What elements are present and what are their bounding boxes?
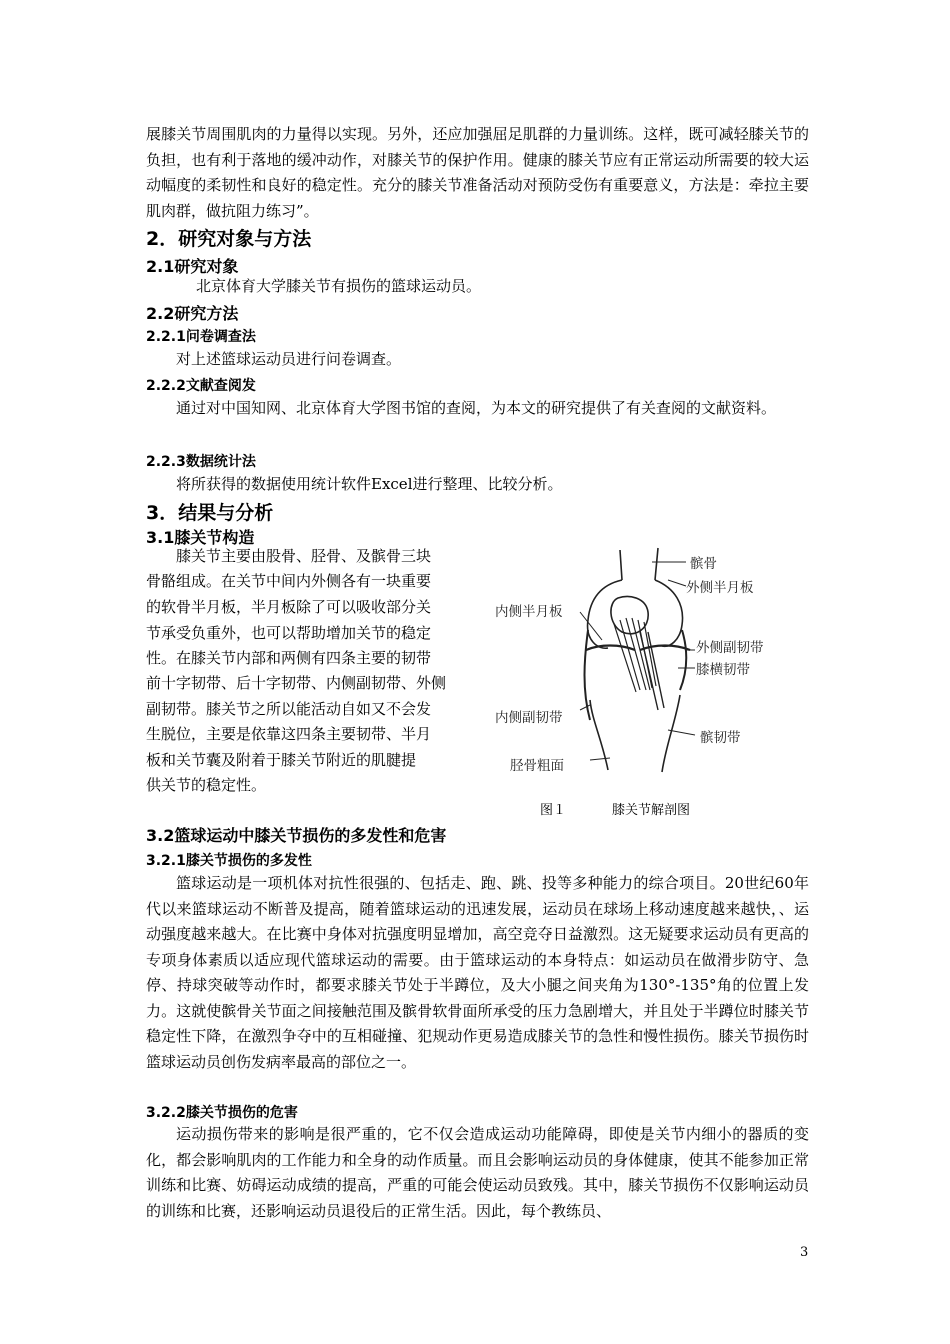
- section-2-1-text: 北京体育大学膝关节有损伤的篮球运动员。: [196, 277, 482, 295]
- label-lateral-meniscus: 外侧半月板: [686, 580, 754, 596]
- figure-caption-text: 膝关节解剖图: [612, 803, 691, 818]
- text-line: 的软骨半月板，半月板除了可以吸收部分关: [146, 598, 432, 616]
- label-medial-meniscus: 内侧半月板: [495, 604, 563, 620]
- section-2-2-1-text: 对上述篮球运动员进行问卷调查。: [176, 350, 402, 368]
- section-3-1-heading: 3.1膝关节构造: [146, 528, 255, 547]
- page-number: 3: [800, 1245, 809, 1260]
- section-2-2-2-heading: 2.2.2文献查阅发: [146, 378, 256, 394]
- label-transverse-ligament: 膝横韧带: [696, 662, 750, 678]
- section-3-2-2-text: 运动损伤带来的影响是很严重的，它不仅会造成运动功能障碍，即使是关节内细小的器质的变化，都会影响肌肉的工作能力和全身的动作质量。而且会影响运动员的身体健康，使其不能参加正常训练和比赛、妨碍运动成绩的提高，严重的可能会使运动员致残。其中，膝关节损伤不仅影响运动员的训练和比赛，还影响运动员退役后的正常生活。因此，每个教练员、: [146, 1125, 809, 1220]
- label-medial-collateral: 内侧副韧带: [495, 710, 563, 726]
- text-line: 前十字韧带、后十字韧带、内侧副韧带、外侧: [146, 674, 447, 692]
- section-2-2-heading: 2.2研究方法: [146, 304, 239, 323]
- text-line: 板和关节囊及附着于膝关节附近的肌腱提: [146, 751, 417, 769]
- section-3-2-1-heading: 3.2.1膝关节损伤的多发性: [146, 853, 312, 869]
- text-line: 骨骼组成。在关节中间内外侧各有一块重要: [146, 572, 432, 590]
- section-2-heading: 2．研究对象与方法: [146, 228, 312, 250]
- text-line: 性。在膝关节内部和两侧有四条主要的韧带: [146, 649, 432, 667]
- section-2-2-1-heading: 2.2.1问卷调查法: [146, 329, 256, 345]
- text-line: 供关节的稳定性。: [146, 776, 267, 794]
- figure-caption-number: 图１: [540, 803, 567, 818]
- section-3-2-2-heading: 3.2.2膝关节损伤的危害: [146, 1105, 298, 1121]
- section-3-2-1-text: 篮球运动是一项机体对抗性很强的、包括走、跑、跳、投等多种能力的综合项目。20世纪60年代以来篮球运动不断普及提高，随着篮球运动的迅速发展，运动员在球场上移动速度越来越快，、运动强度越来越大。在比赛中身体对抗强度明显增加，高空竞夺日益激烈。这无疑要求运动员有更高的专项身体素质以适应现代篮球运动的需要。由于篮球运动的本身特点：如运动员在做滑步防守、急停、持球突破等动作时，都要求膝关节处于半蹲位，及大小腿之间夹角为130°-135°角的位置上发力。这就使髌骨关节面之间接触范围及髌骨软骨面所承受的压力急剧增大，并且处于半蹲位时膝关节稳定性下降，在激烈争夺中的互相碰撞、犯规动作更易造成膝关节的急性和慢性损伤。膝关节损伤时篮球运动员创伤发病率最高的部位之一。: [146, 874, 809, 1071]
- section-2-2-3-heading: 2.2.3数据统计法: [146, 454, 256, 470]
- knee-anatomy-figure: [490, 540, 790, 780]
- intro-paragraph: 展膝关节周围肌肉的力量得以实现。另外，还应加强屈足肌群的力量训练。这样，既可减轻膝关节的负担，也有利于落地的缓冲动作，对膝关节的保护作用。健康的膝关节应有正常运动所需要的较大运动幅度的柔韧性和良好的稳定性。充分的膝关节准备活动对预防受伤有重要意义，方法是：牵拉主要肌肉群，做抗阻力练习”。: [146, 125, 809, 220]
- text-line: 膝关节主要由股骨、胫骨、及髌骨三块: [176, 547, 432, 565]
- section-2-2-2-text: 通过对中国知网、北京体育大学图书馆的查阅，为本文的研究提供了有关查阅的文献资料。: [176, 399, 777, 417]
- text-line: 生脱位，主要是依靠这四条主要韧带、半月: [146, 725, 432, 743]
- label-patella: 髌骨: [690, 556, 717, 572]
- section-2-2-3-text: 将所获得的数据使用统计软件Excel进行整理、比较分析。: [176, 475, 563, 493]
- section-3-heading: 3．结果与分析: [146, 502, 274, 524]
- label-tibial-tuberosity: 胫骨粗面: [510, 758, 564, 774]
- label-lateral-collateral: 外侧副韧带: [696, 640, 764, 656]
- section-3-2-heading: 3.2篮球运动中膝关节损伤的多发性和危害: [146, 826, 447, 845]
- knee-drawing: [580, 548, 695, 772]
- label-patellar-ligament: 髌韧带: [700, 730, 741, 746]
- text-line: 节承受负重外，也可以帮助增加关节的稳定: [146, 624, 432, 642]
- section-2-1-heading: 2.1研究对象: [146, 257, 239, 276]
- text-line: 副韧带。膝关节之所以能活动自如又不会发: [146, 700, 432, 718]
